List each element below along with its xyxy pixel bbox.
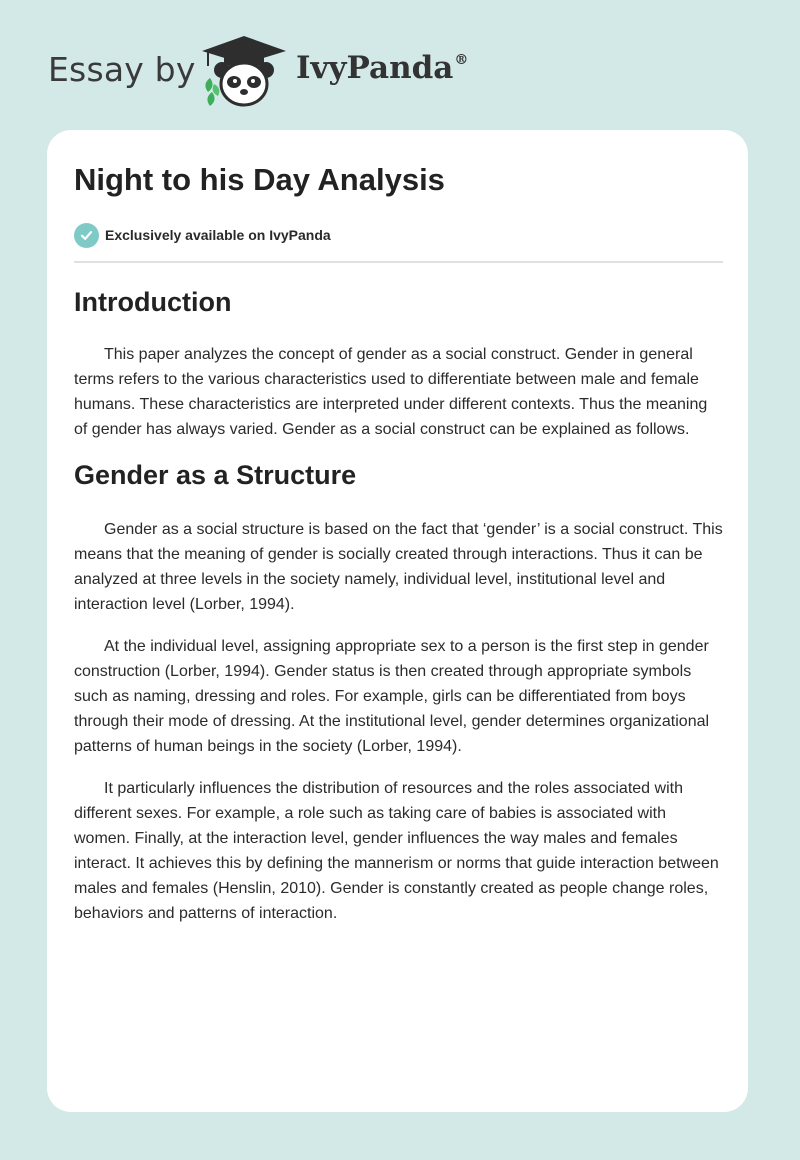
- paragraph: It particularly influences the distribution of resources and the roles associated with different sexes. For example, a role such as taking care of babies is associated with women. Finally, at the interaction level, gender influences the way males and females interact. It achieves this by defining the mannerism or norms that guide interaction between males and females (Henslin, 2010). Gender is constantly created as people change roles, behaviors and patterns of interaction.: [74, 780, 719, 922]
- exclusive-badge: [74, 222, 331, 248]
- section-heading-introduction: Introduction: [74, 287, 232, 317]
- paragraph: Gender as a social structure is based on the fact that ‘gender’ is a social construct. This means that the meaning of gender is socially created through interactions. Thus it can be analyzed at three levels in the society namely, individual level, institutional level and interaction level (Lorber, 1994).: [74, 521, 723, 613]
- paragraph: At the individual level, assigning appropriate sex to a person is the first step in gender construction (Lorber, 1994). Gender status is then created through appropriate symbols such as naming, dressing and roles. For example, girls can be differentiated from boys through their mode of dressing. At the institutional level, gender determines organizational patterns of human beings in the society (Lorber, 1994).: [74, 638, 710, 755]
- document-body: [74, 280, 724, 926]
- paragraph: This paper analyzes the concept of gender as a social construct. Gender in general terms refers to the various characteristics used to differentiate between male and female humans. These characteristics are interpreted under different contexts. Thus the meaning of gender has always varied. Gender as a social construct can be explained as follows.: [74, 346, 708, 438]
- section-heading-gender-structure: Gender as a Structure: [74, 460, 357, 490]
- essay-by-label: Essay by: [48, 50, 196, 89]
- exclusive-badge-text: Exclusively available on IvyPanda: [105, 227, 331, 243]
- divider: [74, 261, 723, 263]
- registered-mark: ®: [454, 52, 469, 68]
- brand-name[interactable]: [296, 50, 468, 86]
- brand-name-text: IvyPanda: [296, 50, 454, 86]
- check-icon: [74, 223, 99, 248]
- document-title: Night to his Day Analysis: [74, 162, 445, 197]
- panda-graduate-icon[interactable]: [198, 34, 290, 108]
- document-card: [47, 130, 748, 1112]
- site-header: [0, 0, 800, 130]
